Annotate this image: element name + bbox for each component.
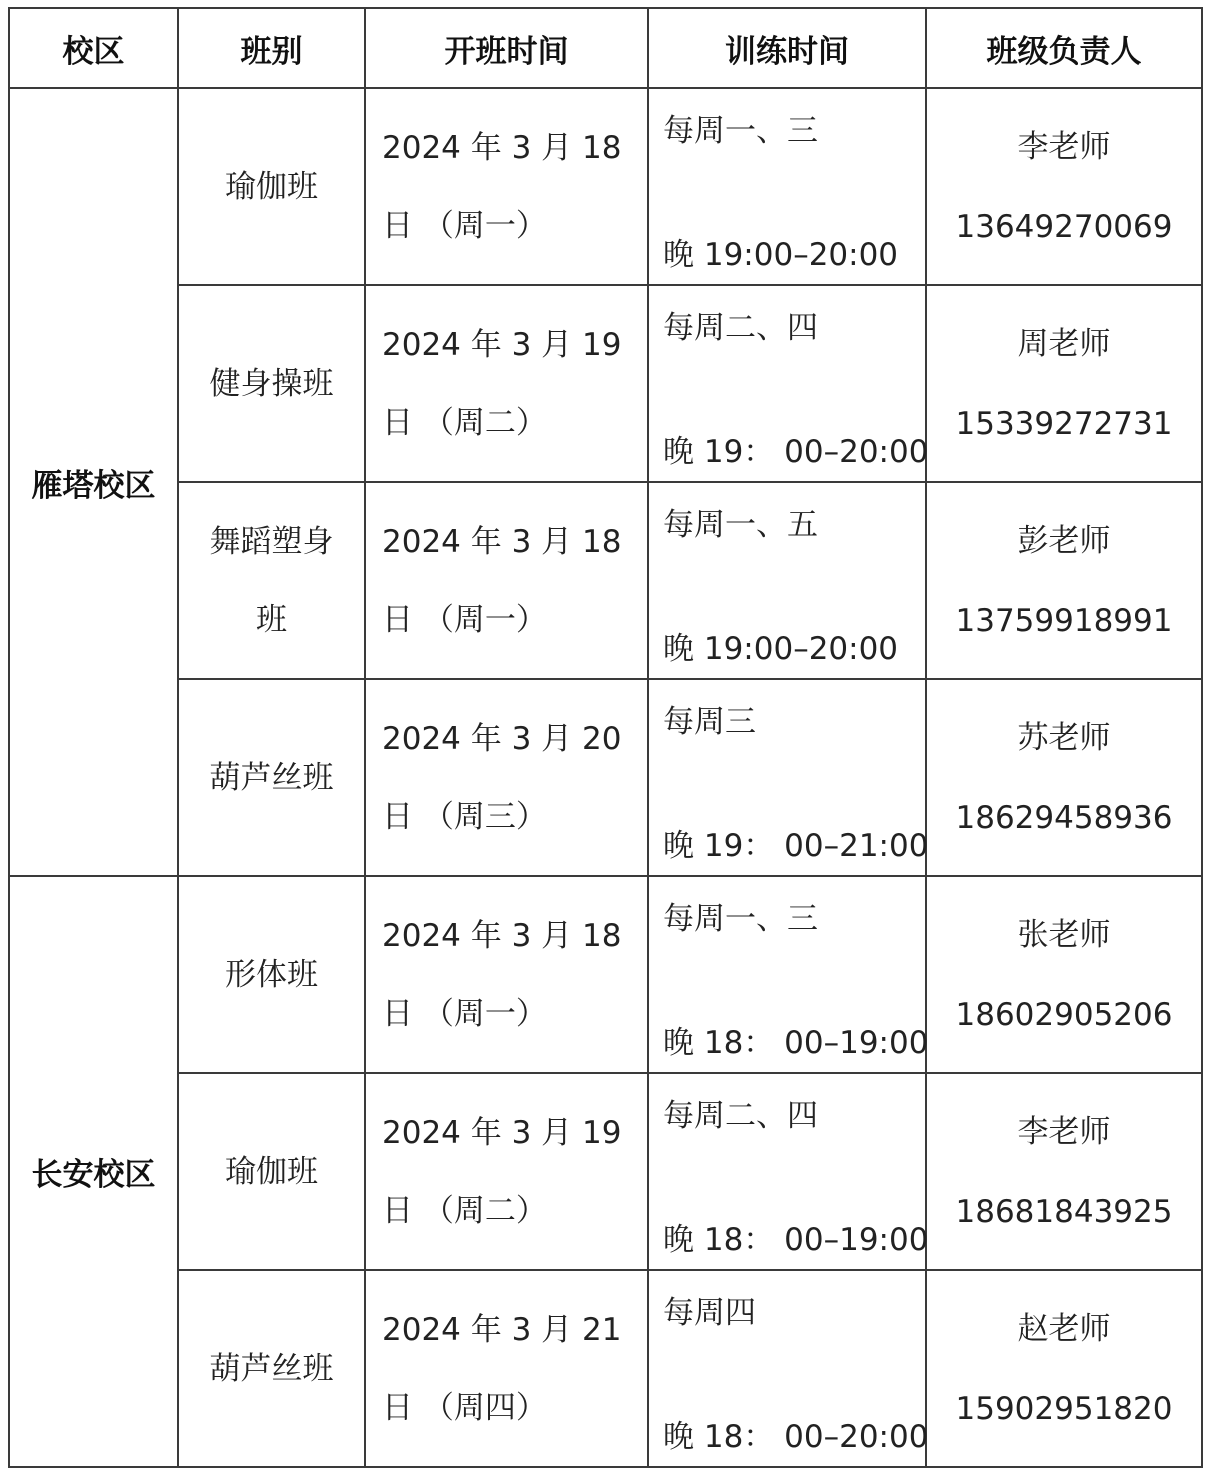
header-training-time: 训练时间 — [648, 8, 926, 88]
training-days: 每周一、五 — [663, 507, 818, 543]
table-row — [9, 1073, 1202, 1270]
class-name: 瑜伽班 — [225, 168, 318, 205]
class-name-cell — [178, 285, 365, 482]
start-date: 2024 年 3 月 21 日 （周四） — [382, 1311, 622, 1426]
teacher-phone: 13759918991 — [955, 602, 1173, 639]
training-days: 每周一、三 — [663, 901, 818, 937]
training-hours: 晚 18： 00–20:00 — [663, 1419, 929, 1455]
start-date: 2024 年 3 月 18 日 （周一） — [382, 129, 622, 244]
start-date: 2024 年 3 月 19 日 （周二） — [382, 1114, 622, 1229]
training-time-cell — [648, 1270, 929, 1467]
class-leader-cell — [926, 679, 1202, 876]
training-time-cell — [648, 88, 926, 285]
training-time-cell — [648, 285, 929, 482]
teacher-phone: 18602905206 — [955, 996, 1173, 1033]
teacher-name: 李老师 — [1017, 1113, 1111, 1150]
teacher-name: 苏老师 — [1017, 719, 1111, 756]
training-days: 每周二、四 — [663, 1098, 818, 1134]
start-date: 2024 年 3 月 19 日 （周二） — [382, 326, 622, 441]
training-days: 每周三 — [663, 704, 756, 740]
training-days: 每周二、四 — [663, 310, 818, 346]
class-name: 葫芦丝班 — [209, 1350, 334, 1387]
teacher-name: 彭老师 — [1017, 522, 1111, 559]
class-name: 形体班 — [225, 956, 318, 993]
class-schedule-table — [8, 7, 1203, 1468]
teacher-name: 张老师 — [1017, 916, 1111, 953]
table-row — [9, 679, 1202, 876]
start-date-cell — [365, 1073, 648, 1270]
training-days: 每周四 — [663, 1295, 756, 1331]
class-leader-cell — [926, 285, 1202, 482]
class-leader-cell — [926, 88, 1202, 285]
table-row — [9, 482, 1202, 679]
table-row — [9, 876, 1202, 1073]
class-name-cell — [178, 1270, 365, 1467]
start-date-cell — [365, 88, 648, 285]
class-leader-cell — [926, 1073, 1202, 1270]
training-days: 每周一、三 — [663, 113, 818, 149]
class-name: 瑜伽班 — [225, 1153, 318, 1190]
start-date-cell — [365, 285, 648, 482]
class-leader-cell — [926, 1270, 1202, 1467]
header-start-time: 开班时间 — [365, 8, 648, 88]
teacher-phone: 18681843925 — [955, 1193, 1173, 1230]
table-row — [9, 285, 1202, 482]
training-hours: 晚 19:00–20:00 — [663, 237, 899, 273]
start-date-cell — [365, 876, 648, 1073]
header-class-leader: 班级负责人 — [926, 8, 1202, 88]
teacher-phone: 15902951820 — [955, 1390, 1173, 1427]
start-date: 2024 年 3 月 18 日 （周一） — [382, 523, 622, 638]
class-name-cell — [178, 482, 365, 679]
teacher-phone: 13649270069 — [955, 208, 1173, 245]
start-date-cell — [365, 679, 648, 876]
class-name: 健身操班 — [209, 365, 334, 402]
start-date: 2024 年 3 月 18 日 （周一） — [382, 917, 622, 1032]
campus-name: 雁塔校区 — [9, 88, 178, 876]
teacher-name: 李老师 — [1017, 128, 1111, 165]
teacher-name: 周老师 — [1017, 325, 1111, 362]
training-time-cell — [648, 1073, 929, 1270]
start-date-cell — [365, 482, 648, 679]
schedule-body — [9, 88, 1202, 1467]
class-name-cell — [178, 88, 365, 285]
start-date: 2024 年 3 月 20 日 （周三） — [382, 720, 622, 835]
teacher-phone: 15339272731 — [955, 405, 1173, 442]
training-hours: 晚 19： 00–21:00 — [663, 828, 929, 864]
class-name: 葫芦丝班 — [209, 759, 334, 796]
class-leader-cell — [926, 876, 1202, 1073]
class-leader-cell — [926, 482, 1202, 679]
teacher-phone: 18629458936 — [955, 799, 1173, 836]
campus-name: 长安校区 — [9, 876, 178, 1467]
training-hours: 晚 18： 00–19:00 — [663, 1222, 929, 1258]
header-class: 班别 — [178, 8, 365, 88]
table-row — [9, 88, 1202, 285]
training-hours: 晚 18： 00–19:00 — [663, 1025, 929, 1061]
header-row — [9, 8, 1202, 88]
training-time-cell — [648, 482, 926, 679]
training-time-cell — [648, 679, 929, 876]
header-campus: 校区 — [9, 8, 178, 88]
training-hours: 晚 19:00–20:00 — [663, 631, 899, 667]
training-hours: 晚 19： 00–20:00 — [663, 434, 929, 470]
class-name-cell — [178, 1073, 365, 1270]
class-name-cell — [178, 679, 365, 876]
table-row — [9, 1270, 1202, 1467]
class-name-cell — [178, 876, 365, 1073]
class-name: 舞蹈塑身班 — [209, 523, 334, 638]
training-time-cell — [648, 876, 929, 1073]
start-date-cell — [365, 1270, 648, 1467]
teacher-name: 赵老师 — [1017, 1310, 1111, 1347]
